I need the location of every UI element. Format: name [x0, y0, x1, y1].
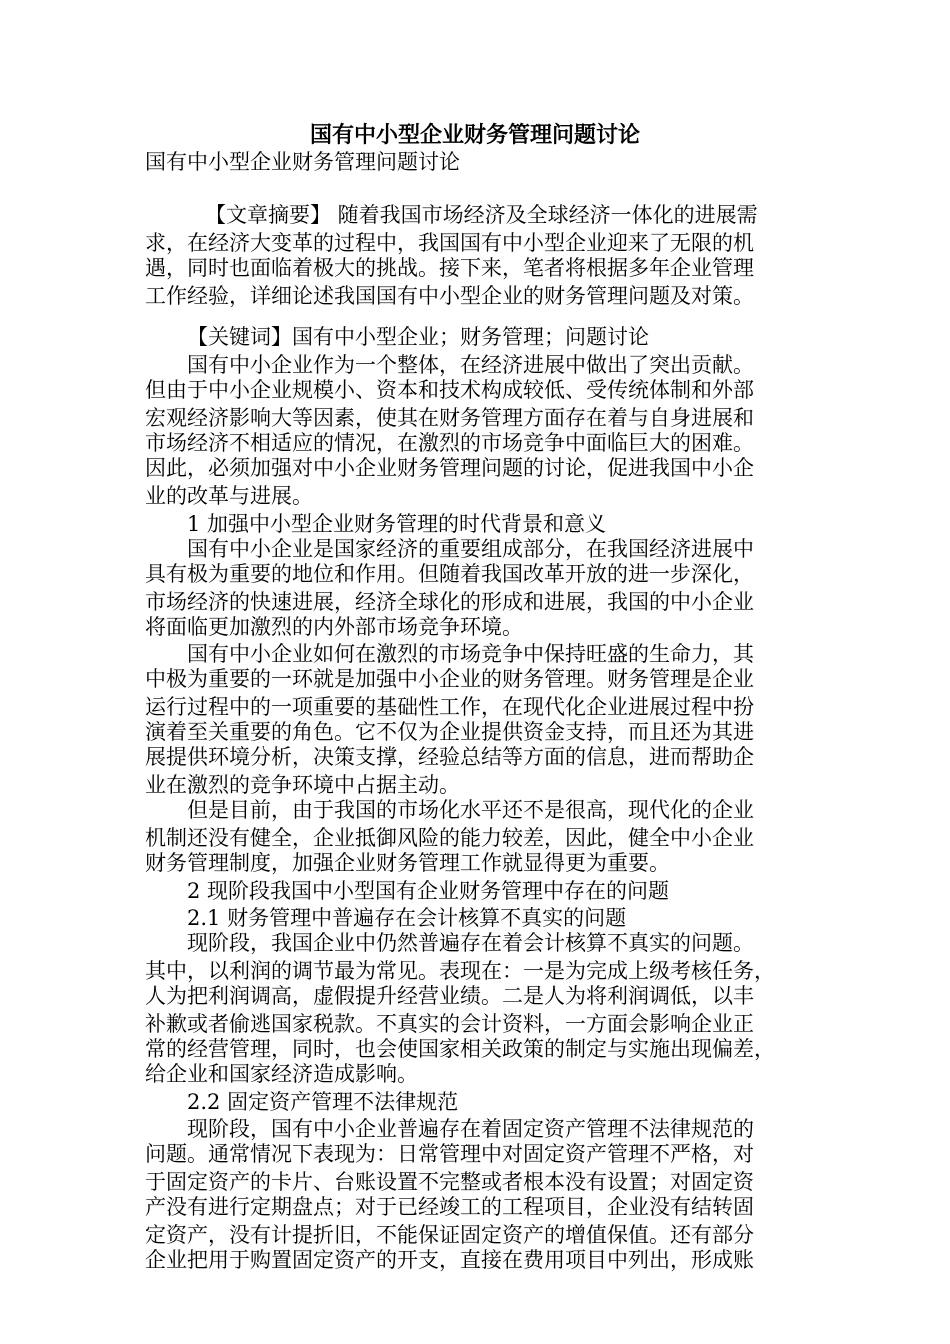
text-line: 【文章摘要】 随着我国市场经济及全球经济一体化的进展需: [205, 203, 758, 227]
text-line: 国有中小企业如何在激烈的市场竞争中保持旺盛的生命力，其: [187, 642, 754, 666]
text-line: 于固定资产的卡片、台账设置不完整或者根本没有设置；对固定资: [145, 1170, 754, 1194]
text-line: 具有极为重要的地位和作用。但随着我国改革开放的进一步深化，: [145, 562, 754, 586]
text-line: 2.2 固定资产管理不法律规范: [187, 1090, 459, 1114]
text-line: 展提供环境分析，决策支撑，经验总结等方面的信息，进而帮助企: [145, 745, 754, 769]
text-line: 工作经验，详细论述我国国有中小型企业的财务管理问题及对策。: [145, 284, 754, 308]
text-line: 【关键词】国有中小型企业；财务管理；问题讨论: [187, 325, 649, 349]
text-line: 现阶段，我国企业中仍然普遍存在着会计核算不真实的问题。: [187, 931, 754, 955]
text-line: 常的经营管理，同时，也会使国家相关政策的制定与实施出现偏差，: [145, 1037, 775, 1061]
document-subtitle: 国有中小型企业财务管理问题讨论: [145, 150, 460, 174]
text-line: 给企业和国家经济造成影响。: [145, 1062, 418, 1086]
text-line: 定资产，没有计提折旧，不能保证固定资产的增值保值。还有部分: [145, 1223, 754, 1247]
text-line: 但由于中小企业规模小、资本和技术构成较低、受传统体制和外部: [145, 378, 754, 402]
text-line: 市场经济的快速进展，经济全球化的形成和进展，我国的中小企业: [145, 590, 754, 614]
text-line: 运行过程中的一项重要的基础性工作，在现代化企业进展过程中扮: [145, 695, 754, 719]
text-line: 求，在经济大变革的过程中，我国国有中小型企业迎来了无限的机: [145, 231, 754, 255]
text-line: 产没有进行定期盘点；对于已经竣工的工程项目，企业没有结转固: [145, 1195, 754, 1219]
text-line: 国有中小企业是国家经济的重要组成部分，在我国经济进展中: [187, 537, 754, 561]
text-line: 财务管理制度，加强企业财务管理工作就显得更为重要。: [145, 851, 670, 875]
text-line: 现阶段，国有中小企业普遍存在着固定资产管理不法律规范的: [187, 1117, 754, 1141]
text-line: 市场经济不相适应的情况，在激烈的市场竞争中面临巨大的困难。: [145, 431, 754, 455]
text-line: 补歉或者偷逃国家税款。不真实的会计资料，一方面会影响企业正: [145, 1012, 754, 1036]
text-line: 国有中小企业作为一个整体，在经济进展中做出了突出贡献。: [187, 353, 754, 377]
text-line: 2.1 财务管理中普遍存在会计核算不真实的问题: [187, 906, 627, 930]
text-line: 遇，同时也面临着极大的挑战。接下来，笔者将根据多年企业管理: [145, 256, 754, 280]
text-line: 1 加强中小型企业财务管理的时代背景和意义: [187, 512, 607, 536]
text-line: 演着至关重要的角色。它不仅为企业提供资金支持，而且还为其进: [145, 720, 754, 744]
text-line: 企业把用于购置固定资产的开支，直接在费用项目中列出，形成账: [145, 1248, 754, 1272]
text-line: 宏观经济影响大等因素，使其在财务管理方面存在着与自身进展和: [145, 406, 754, 430]
text-line: 因此，必须加强对中小企业财务管理问题的讨论，促进我国中小企: [145, 456, 754, 480]
text-line: 2 现阶段我国中小型国有企业财务管理中存在的问题: [187, 879, 670, 903]
document-title: 国有中小型企业财务管理问题讨论: [309, 122, 640, 148]
text-line: 人为把利润调高，虚假提升经营业绩。二是人为将利润调低，以丰: [145, 984, 754, 1008]
text-line: 业在激烈的竞争环境中占据主动。: [145, 773, 460, 797]
text-line: 问题。通常情况下表现为：日常管理中对固定资产管理不严格，对: [145, 1142, 754, 1166]
text-line: 其中，以利润的调节最为常见。表现在：一是为完成上级考核任务，: [145, 959, 775, 983]
text-line: 但是目前，由于我国的市场化水平还不是很高，现代化的企业: [187, 798, 754, 822]
text-line: 将面临更加激烈的内外部市场竞争环境。: [145, 615, 523, 639]
text-line: 机制还没有健全，企业抵御风险的能力较差，因此，健全中小企业: [145, 826, 754, 850]
text-line: 业的改革与进展。: [145, 484, 313, 508]
text-line: 中极为重要的一环就是加强中小企业的财务管理。财务管理是企业: [145, 667, 754, 691]
